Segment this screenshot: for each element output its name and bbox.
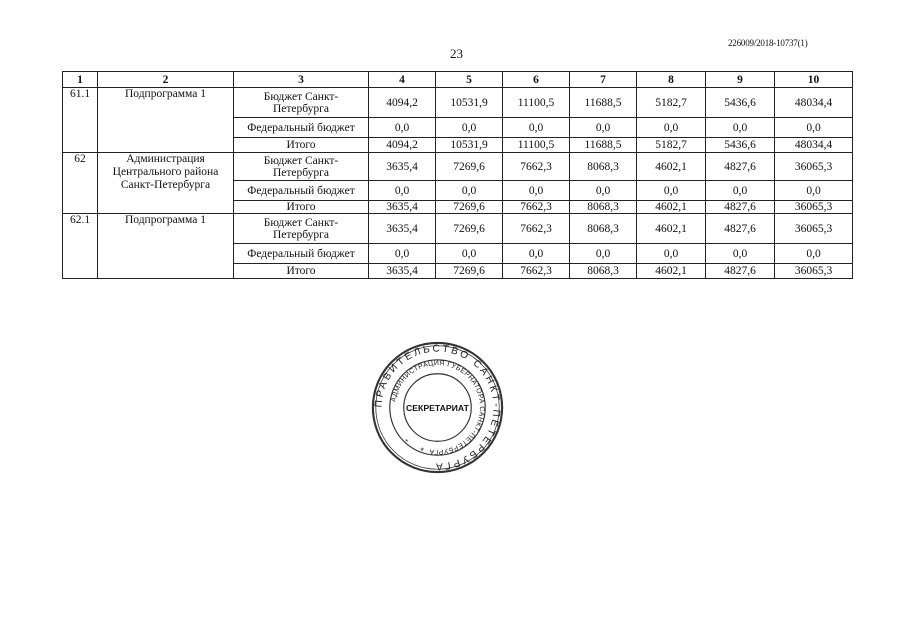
funding-source-cell: Федеральный бюджет [234,181,369,201]
row-name-cell: Подпрограмма 1 [98,214,234,279]
value-cell: 7662,3 [503,214,570,244]
row-name-cell: Подпрограмма 1 [98,88,234,153]
value-cell: 36065,3 [775,153,853,181]
value-cell: 0,0 [570,244,637,264]
value-cell: 3635,4 [369,201,436,214]
value-cell: 0,0 [775,118,853,138]
column-header: 9 [706,72,775,88]
document-reference-number: 226009/2018-10737(1) [728,38,808,48]
value-cell: 0,0 [706,118,775,138]
value-cell: 4602,1 [637,264,706,279]
value-cell: 11688,5 [570,88,637,118]
value-cell: 11688,5 [570,138,637,153]
value-cell: 0,0 [503,118,570,138]
value-cell: 4094,2 [369,138,436,153]
value-cell: 4827,6 [706,264,775,279]
value-cell: 4827,6 [706,201,775,214]
value-cell: 3635,4 [369,153,436,181]
value-cell: 0,0 [503,181,570,201]
secretariat-stamp [370,340,505,475]
value-cell: 0,0 [637,181,706,201]
funding-source-cell: Итого [234,138,369,153]
funding-source-cell: Федеральный бюджет [234,118,369,138]
value-cell: 8068,3 [570,153,637,181]
column-header: 2 [98,72,234,88]
value-cell: 36065,3 [775,201,853,214]
value-cell: 4094,2 [369,88,436,118]
value-cell: 10531,9 [436,88,503,118]
row-code-cell: 61.1 [63,88,98,153]
value-cell: 4602,1 [637,201,706,214]
value-cell: 8068,3 [570,264,637,279]
row-name-cell: Администрация Центрального района Санкт-Петербурга [98,153,234,214]
value-cell: 0,0 [570,181,637,201]
value-cell: 7269,6 [436,214,503,244]
value-cell: 8068,3 [570,201,637,214]
table-header-row [63,72,853,88]
value-cell: 0,0 [775,181,853,201]
value-cell: 48034,4 [775,88,853,118]
funding-source-cell: Федеральный бюджет [234,244,369,264]
value-cell: 0,0 [369,244,436,264]
value-cell: 4602,1 [637,214,706,244]
value-cell: 3635,4 [369,214,436,244]
value-cell: 7269,6 [436,201,503,214]
table-row [63,88,853,118]
value-cell: 5436,6 [706,138,775,153]
funding-source-cell: Итого [234,201,369,214]
value-cell: 0,0 [775,244,853,264]
row-code-cell: 62 [63,153,98,214]
value-cell: 7269,6 [436,264,503,279]
value-cell: 0,0 [637,118,706,138]
value-cell: 36065,3 [775,214,853,244]
column-header: 1 [63,72,98,88]
value-cell: 7662,3 [503,201,570,214]
value-cell: 3635,4 [369,264,436,279]
value-cell: 8068,3 [570,214,637,244]
value-cell: 5436,6 [706,88,775,118]
value-cell: 5182,7 [637,88,706,118]
value-cell: 11100,5 [503,138,570,153]
stamp-star: * [405,437,409,447]
value-cell: 36065,3 [775,264,853,279]
value-cell: 0,0 [436,181,503,201]
value-cell: 7269,6 [436,153,503,181]
budget-table [62,71,853,279]
column-header: 5 [436,72,503,88]
page-number: 23 [450,46,463,61]
value-cell: 0,0 [570,118,637,138]
value-cell: 4827,6 [706,153,775,181]
stamp-star: * [420,445,424,457]
value-cell: 11100,5 [503,88,570,118]
value-cell: 7662,3 [503,153,570,181]
value-cell: 4827,6 [706,214,775,244]
column-header: 7 [570,72,637,88]
value-cell: 4602,1 [637,153,706,181]
value-cell: 0,0 [637,244,706,264]
funding-source-cell: Бюджет Санкт-Петербурга [234,88,369,118]
stamp-outer-text: ПРАВИТЕЛЬСТВО САНКТ-ПЕТЕРБУРГА [373,343,502,472]
column-header: 10 [775,72,853,88]
value-cell: 10531,9 [436,138,503,153]
column-header: 4 [369,72,436,88]
table-row [63,153,853,181]
funding-source-cell: Бюджет Санкт-Петербурга [234,153,369,181]
value-cell: 0,0 [436,244,503,264]
value-cell: 0,0 [706,181,775,201]
value-cell: 7662,3 [503,264,570,279]
funding-source-cell: Бюджет Санкт-Петербурга [234,214,369,244]
value-cell: 0,0 [369,118,436,138]
row-code-cell: 62.1 [63,214,98,279]
stamp-inner-text: АДМИНИСТРАЦИЯ ГУБЕРНАТОРА САНКТ-ПЕТЕРБУРГА [390,360,485,455]
stamp-center-text: СЕКРЕТАРИАТ [406,402,469,413]
table-row [63,214,853,244]
funding-source-cell: Итого [234,264,369,279]
column-header: 3 [234,72,369,88]
value-cell: 48034,4 [775,138,853,153]
value-cell: 0,0 [369,181,436,201]
column-header: 8 [637,72,706,88]
value-cell: 5182,7 [637,138,706,153]
column-header: 6 [503,72,570,88]
value-cell: 0,0 [503,244,570,264]
value-cell: 0,0 [706,244,775,264]
value-cell: 0,0 [436,118,503,138]
